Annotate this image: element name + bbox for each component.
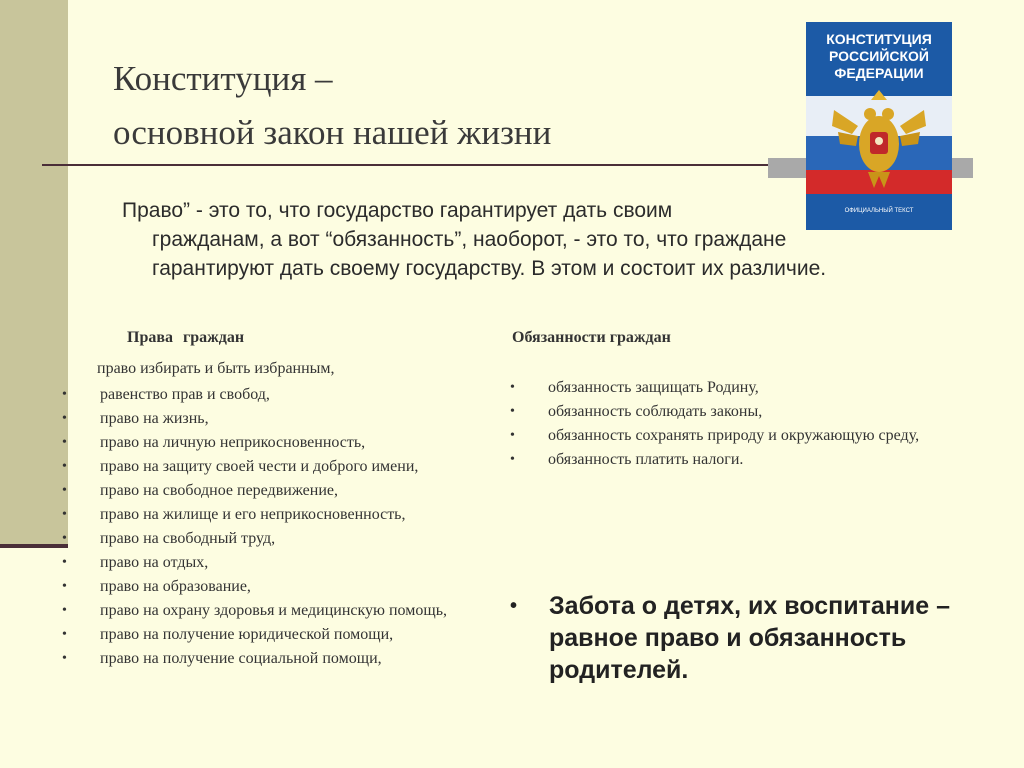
list-item xyxy=(62,527,492,551)
side-band xyxy=(0,0,68,548)
list-item-text: равенство прав и свобод, xyxy=(100,386,270,403)
list-item-text: право на охрану здоровья и медицинскую помощь, xyxy=(100,602,447,619)
bullet-icon: • xyxy=(62,603,67,618)
list-item xyxy=(62,431,492,455)
rights-list xyxy=(62,383,492,671)
intro-first-line: Право” - это то, что государство гарантирует дать своим xyxy=(122,199,673,222)
duties-heading: Обязанности граждан xyxy=(512,329,671,346)
parental-care-note xyxy=(510,590,980,686)
bullet-icon: • xyxy=(62,531,67,546)
list-item xyxy=(510,376,970,400)
intro-rest: гражданам, а вот “обязанность”, наоборот, - это то, что граждане гарантируют дать своему государству. В этом и состоит их различие. xyxy=(152,228,827,280)
bullet-icon: • xyxy=(62,483,67,498)
bullet-icon: • xyxy=(510,404,515,419)
bullet-icon: • xyxy=(62,651,67,666)
list-item-text: право на получение социальной помощи, xyxy=(100,650,382,667)
list-item-text: обязанность защищать Родину, xyxy=(548,379,759,396)
list-item xyxy=(510,448,970,472)
care-text: Забота о детях, их воспитание – равное право и обязанность родителей. xyxy=(549,592,950,684)
list-item-text: право на свободный труд, xyxy=(100,530,276,547)
book-title-line-1: КОНСТИТУЦИЯ xyxy=(826,31,932,47)
side-rule xyxy=(0,544,68,548)
list-item-text: право на защиту своей чести и доброго имени, xyxy=(100,458,419,475)
list-item-text: право на жизнь, xyxy=(100,410,209,427)
list-item xyxy=(62,599,492,623)
book-subtitle: ОФИЦИАЛЬНЫЙ ТЕКСТ xyxy=(844,208,914,214)
bullet-icon: • xyxy=(62,627,67,642)
list-item xyxy=(62,479,492,503)
list-item xyxy=(510,424,970,448)
list-item-text: обязанность платить налоги. xyxy=(548,451,744,468)
bullet-icon: • xyxy=(62,555,67,570)
list-item-text: обязанность соблюдать законы, xyxy=(548,403,763,420)
book-title-line-2: РОССИЙСКОЙ xyxy=(829,48,929,64)
bullet-icon: • xyxy=(62,579,67,594)
list-item xyxy=(62,455,492,479)
bullet-icon: • xyxy=(62,435,67,450)
bullet-icon: • xyxy=(62,507,67,522)
list-item xyxy=(62,383,492,407)
list-item xyxy=(62,407,492,431)
bullet-icon: • xyxy=(510,428,515,443)
list-item xyxy=(62,503,492,527)
duties-list xyxy=(510,376,970,472)
title-line-2: основной закон нашей жизни xyxy=(113,113,552,152)
list-item xyxy=(510,590,980,686)
bullet-icon: • xyxy=(510,380,515,395)
list-item-text: право на отдых, xyxy=(100,554,209,571)
list-item-text: право на получение юридической помощи, xyxy=(100,626,394,643)
list-item xyxy=(62,647,492,671)
list-item xyxy=(510,400,970,424)
intro-paragraph xyxy=(122,196,842,283)
title-line-1: Конституция – xyxy=(113,59,333,98)
list-item-text: право на образование, xyxy=(100,578,251,595)
list-item xyxy=(62,551,492,575)
bullet-icon: • xyxy=(510,452,515,467)
list-item-text: обязанность сохранять природу и окружающую среду, xyxy=(548,427,920,444)
list-item-text: право на жилище и его неприкосновенность, xyxy=(100,506,406,523)
book-title-line-3: ФЕДЕРАЦИИ xyxy=(834,65,924,81)
bullet-icon: • xyxy=(62,459,67,474)
list-item-text: право на свободное передвижение, xyxy=(100,482,338,499)
rights-heading: Права граждан xyxy=(127,329,245,346)
bullet-icon: • xyxy=(62,411,67,426)
list-item xyxy=(62,623,492,647)
rights-first-item: право избирать и быть избранным, xyxy=(97,360,335,377)
slide-title xyxy=(113,52,551,160)
list-item xyxy=(62,575,492,599)
list-item-text: право на личную неприкосновенность, xyxy=(100,434,366,451)
bullet-icon: • xyxy=(510,595,518,617)
bullet-icon: • xyxy=(62,387,67,402)
